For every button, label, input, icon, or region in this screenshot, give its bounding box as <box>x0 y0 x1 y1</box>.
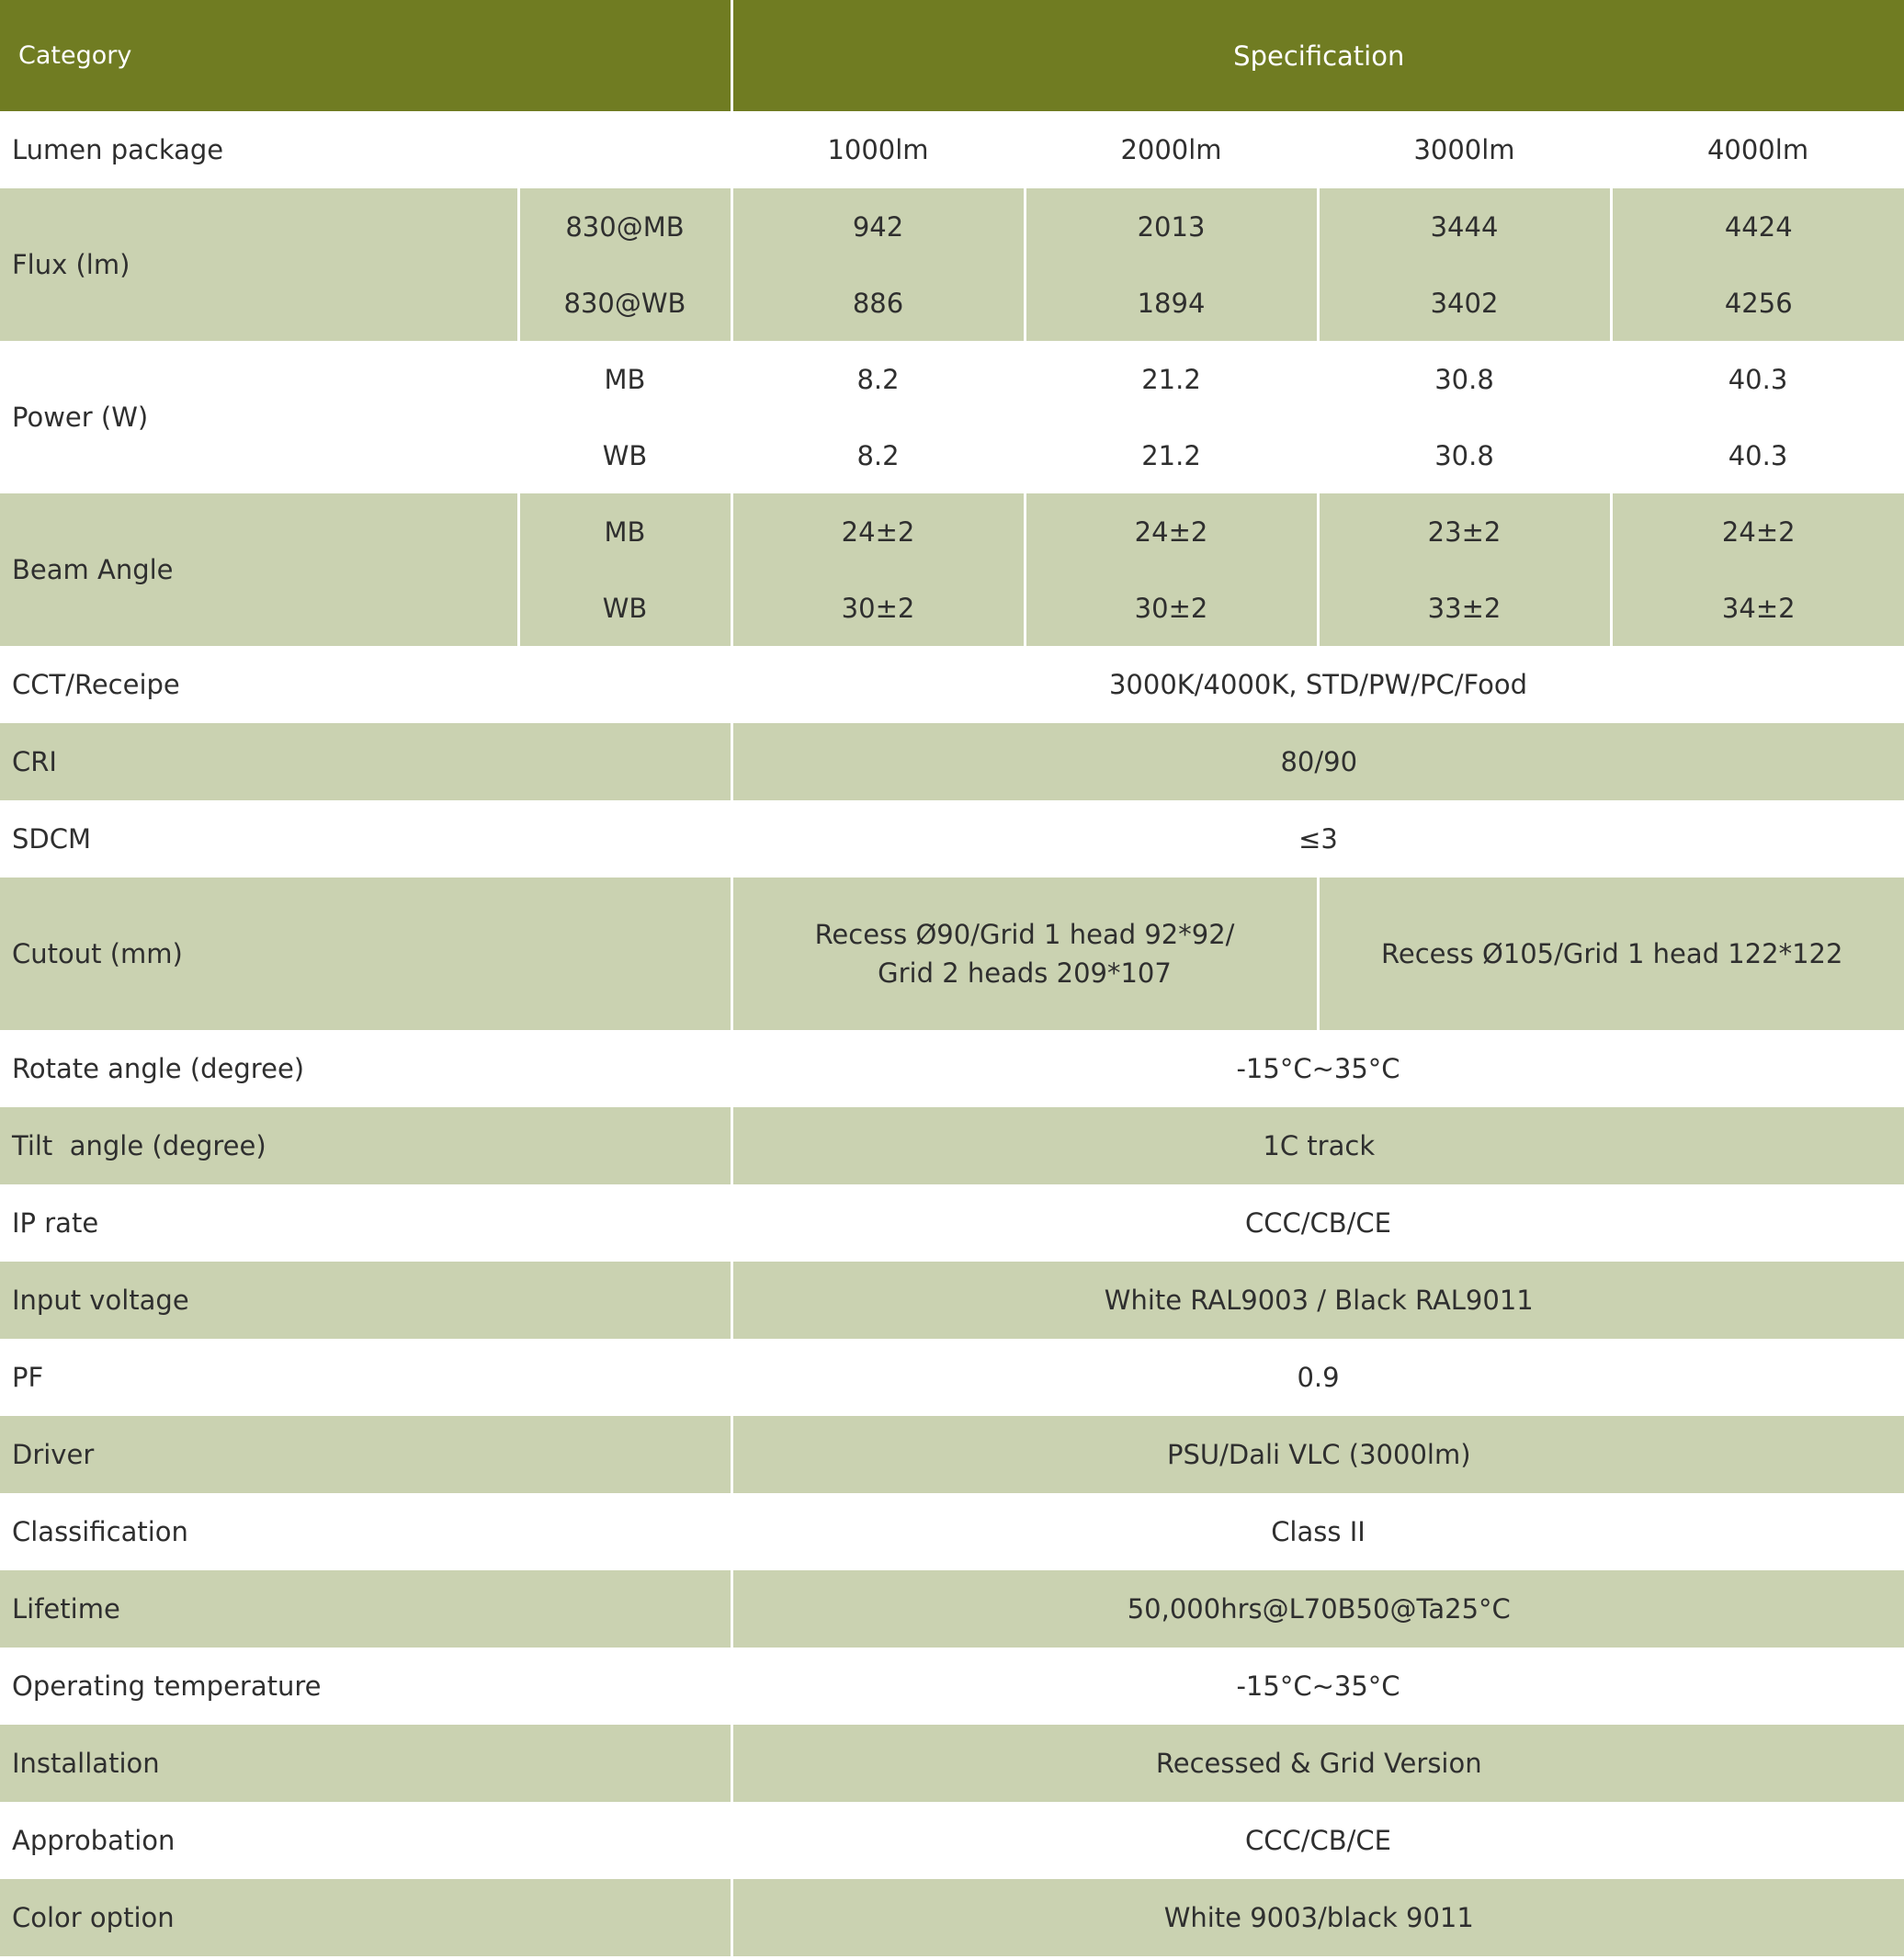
row-label: Driver <box>0 1416 731 1493</box>
row-cri <box>0 723 1904 800</box>
value-cell: 24±2 <box>1611 493 1904 570</box>
row-driver <box>0 1416 1904 1493</box>
value-cell: 3000K/4000K, STD/PW/PC/Food <box>731 646 1904 723</box>
row-label: Input voltage <box>0 1262 731 1339</box>
header-specification: Specification <box>731 0 1904 111</box>
row-label: Tilt angle (degree) <box>0 1107 731 1184</box>
value-cell: ≤3 <box>731 800 1904 878</box>
row-label: CRI <box>0 723 731 800</box>
value-cell: 4424 <box>1611 188 1904 265</box>
value-cell: White RAL9003 / Black RAL9011 <box>731 1262 1904 1339</box>
row-flux-mb <box>0 188 1904 265</box>
lumen-3000: 3000lm <box>1318 111 1611 188</box>
value-cell: 21.2 <box>1025 417 1318 493</box>
value-cell: 4256 <box>1611 265 1904 341</box>
row-beam-mb <box>0 493 1904 570</box>
value-cell: 30±2 <box>731 570 1025 646</box>
value-cell: 30.8 <box>1318 417 1611 493</box>
row-classification <box>0 1493 1904 1570</box>
value-cell: 30±2 <box>1025 570 1318 646</box>
value-cell: 8.2 <box>731 341 1025 417</box>
value-cell: White 9003/black 9011 <box>731 1879 1904 1956</box>
row-label: Approbation <box>0 1802 731 1879</box>
row-label: Classification <box>0 1493 731 1570</box>
value-cell: 2013 <box>1025 188 1318 265</box>
value-cell: CCC/CB/CE <box>731 1802 1904 1879</box>
value-cell: Recessed & Grid Version <box>731 1725 1904 1802</box>
value-cell: -15°C~35°C <box>731 1030 1904 1107</box>
cutout-small <box>731 878 1318 1030</box>
value-cell: 24±2 <box>1025 493 1318 570</box>
cutout-large: Recess Ø105/Grid 1 head 122*122 <box>1318 878 1904 1030</box>
value-cell: 942 <box>731 188 1025 265</box>
row-cutout <box>0 878 1904 1030</box>
row-label: Rotate angle (degree) <box>0 1030 731 1107</box>
lumen-1000: 1000lm <box>731 111 1025 188</box>
row-ip-rate <box>0 1184 1904 1262</box>
value-cell: 3444 <box>1318 188 1611 265</box>
row-approbation <box>0 1802 1904 1879</box>
value-cell: 34±2 <box>1611 570 1904 646</box>
value-cell: 1C track <box>731 1107 1904 1184</box>
row-label: Operating temperature <box>0 1648 731 1725</box>
row-label: Installation <box>0 1725 731 1802</box>
sub-label: 830@WB <box>518 265 731 341</box>
value-cell: 886 <box>731 265 1025 341</box>
value-cell: 8.2 <box>731 417 1025 493</box>
row-label: Power (W) <box>0 341 518 493</box>
sub-label: 830@MB <box>518 188 731 265</box>
value-cell: 30.8 <box>1318 341 1611 417</box>
header-category: Category <box>0 0 731 111</box>
value-cell: 40.3 <box>1611 417 1904 493</box>
row-lifetime <box>0 1570 1904 1648</box>
header-row <box>0 0 1904 111</box>
value-cell: 80/90 <box>731 723 1904 800</box>
lumen-4000: 4000lm <box>1611 111 1904 188</box>
row-label: CCT/Receipe <box>0 646 731 723</box>
value-cell: 24±2 <box>731 493 1025 570</box>
value-cell: PSU/Dali VLC (3000lm) <box>731 1416 1904 1493</box>
row-tilt-angle <box>0 1107 1904 1184</box>
row-label: Flux (lm) <box>0 188 518 341</box>
sub-label: WB <box>518 417 731 493</box>
sub-label: MB <box>518 341 731 417</box>
row-label: Lumen package <box>0 111 731 188</box>
value-cell: -15°C~35°C <box>731 1648 1904 1725</box>
row-operating-temperature <box>0 1648 1904 1725</box>
sub-label: WB <box>518 570 731 646</box>
row-cct <box>0 646 1904 723</box>
cutout-small-line2: Grid 2 heads 209*107 <box>878 957 1172 989</box>
lumen-2000: 2000lm <box>1025 111 1318 188</box>
row-installation <box>0 1725 1904 1802</box>
row-label: PF <box>0 1339 731 1416</box>
value-cell: 1894 <box>1025 265 1318 341</box>
row-lumen-package <box>0 111 1904 188</box>
value-cell: CCC/CB/CE <box>731 1184 1904 1262</box>
row-sdcm <box>0 800 1904 878</box>
value-cell: Class II <box>731 1493 1904 1570</box>
value-cell: 33±2 <box>1318 570 1611 646</box>
sub-label: MB <box>518 493 731 570</box>
row-input-voltage <box>0 1262 1904 1339</box>
row-label: SDCM <box>0 800 731 878</box>
row-power-mb <box>0 341 1904 417</box>
row-rotate-angle <box>0 1030 1904 1107</box>
row-label: IP rate <box>0 1184 731 1262</box>
row-color-option <box>0 1879 1904 1956</box>
cutout-small-line1: Recess Ø90/Grid 1 head 92*92/ <box>814 919 1235 950</box>
value-cell: 23±2 <box>1318 493 1611 570</box>
row-pf <box>0 1339 1904 1416</box>
value-cell: 40.3 <box>1611 341 1904 417</box>
row-label: Cutout (mm) <box>0 878 731 1030</box>
value-cell: 0.9 <box>731 1339 1904 1416</box>
value-cell: 21.2 <box>1025 341 1318 417</box>
row-label: Beam Angle <box>0 493 518 646</box>
value-cell: 3402 <box>1318 265 1611 341</box>
value-cell: 50,000hrs@L70B50@Ta25°C <box>731 1570 1904 1648</box>
row-label: Color option <box>0 1879 731 1956</box>
row-label: Lifetime <box>0 1570 731 1648</box>
